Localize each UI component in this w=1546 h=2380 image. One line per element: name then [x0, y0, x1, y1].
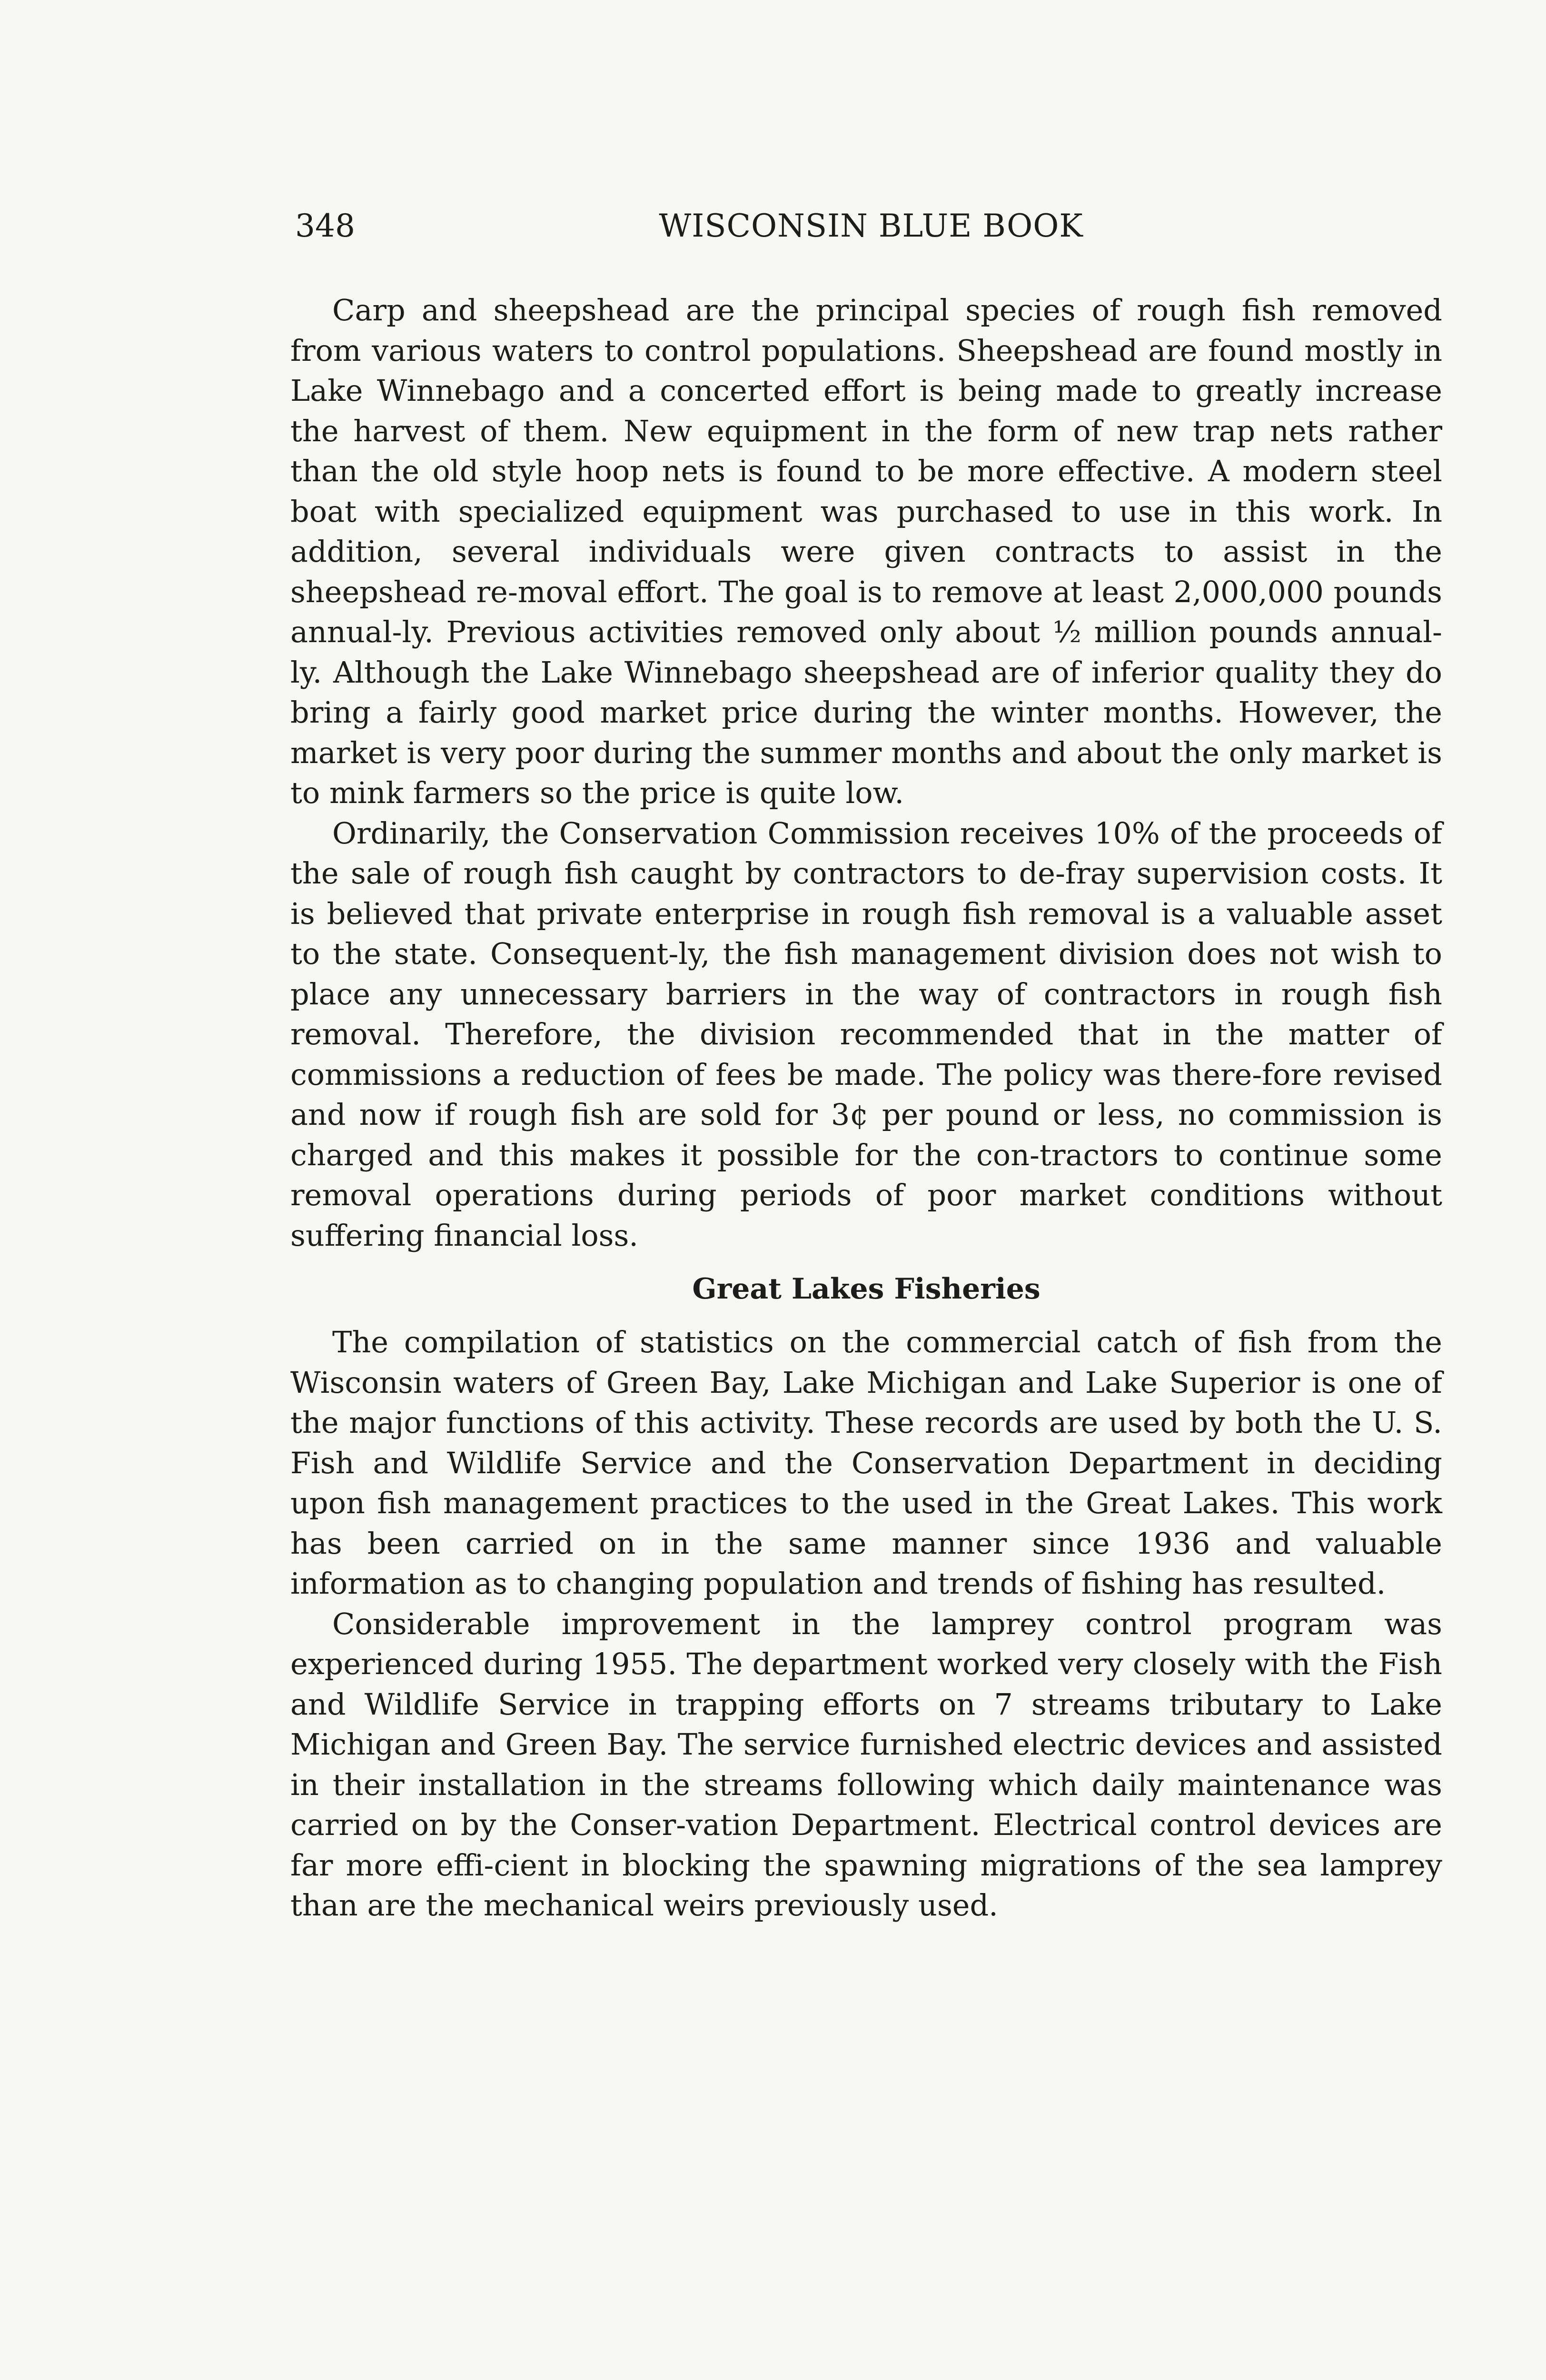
- running-title: WISCONSIN BLUE BOOK: [659, 208, 1083, 244]
- page-number: 348: [295, 208, 355, 244]
- paragraph-rough-fish: Carp and sheepshead are the principal species of rough fish removed from various waters to control populations. Sheepshead are found mostly in Lake Winnebago and a concerted effort is being made to greatly increase the harvest of them. New equipment in the form of new trap nets rather than the old style hoop nets is found to be more effective. A modern steel boat with specialized equipment was purchased to use in this work. In addition, several individuals were given contracts to assist in the sheepshead re-moval effort. The goal is to remove at least 2,000,000 pounds annual-ly. Previous activities removed only about ½ million pounds annual-ly. Although the Lake Winnebago sheepshead are of inferior quality they do bring a fairly good market price during the winter months. However, the market is very poor during the summer months and about the only market is to mink farmers so the price is quite low.: [290, 293, 1442, 810]
- paragraph-statistics: The compilation of statistics on the commercial catch of fish from the Wisconsin waters of Green Bay, Lake Michigan and Lake Superior is one of the major functions of this activity. These records are used by both the U. S. Fish and Wildlife Service and the Conservation Department in deciding upon fish management practices to the used in the Great Lakes. This work has been carried on in the same manner since 1936 and valuable information as to changing population and trends of fishing has resulted.: [290, 1325, 1442, 1601]
- paragraph-commission: Ordinarily, the Conservation Commission receives 10% of the proceeds of the sale of rough fish caught by contractors to de-fray supervision costs. It is believed that private enterprise in rough fish removal is a valuable asset to the state. Consequent-ly, the fish management division does not wish to place any unnecessary barriers in the way of contractors in rough fish removal. Therefore, the division recommended that in the matter of commissions a reduction of fees be made. The policy was there-fore revised and now if rough fish are sold for 3¢ per pound or less, no commission is charged and this makes it possible for the con-tractors to continue some removal operations during periods of poor market conditions without suffering financial loss.: [290, 815, 1442, 1253]
- paragraph-lamprey: Considerable improvement in the lamprey control program was experienced during 1955. The department worked very closely with the Fish and Wildlife Service in trapping efforts on 7 streams tributary to Lake Michigan and Green Bay. The service furnished electric devices and assisted in their installation in the streams following which daily maintenance was carried on by the Conser-vation Department. Electrical control devices are far more effi-cient in blocking the spawning migrations of the sea lamprey than are the mechanical weirs previously used.: [290, 1606, 1442, 1923]
- section-heading: Great Lakes Fisheries: [692, 1272, 1041, 1306]
- body-text: [290, 290, 1442, 1926]
- page-header: [295, 200, 1447, 252]
